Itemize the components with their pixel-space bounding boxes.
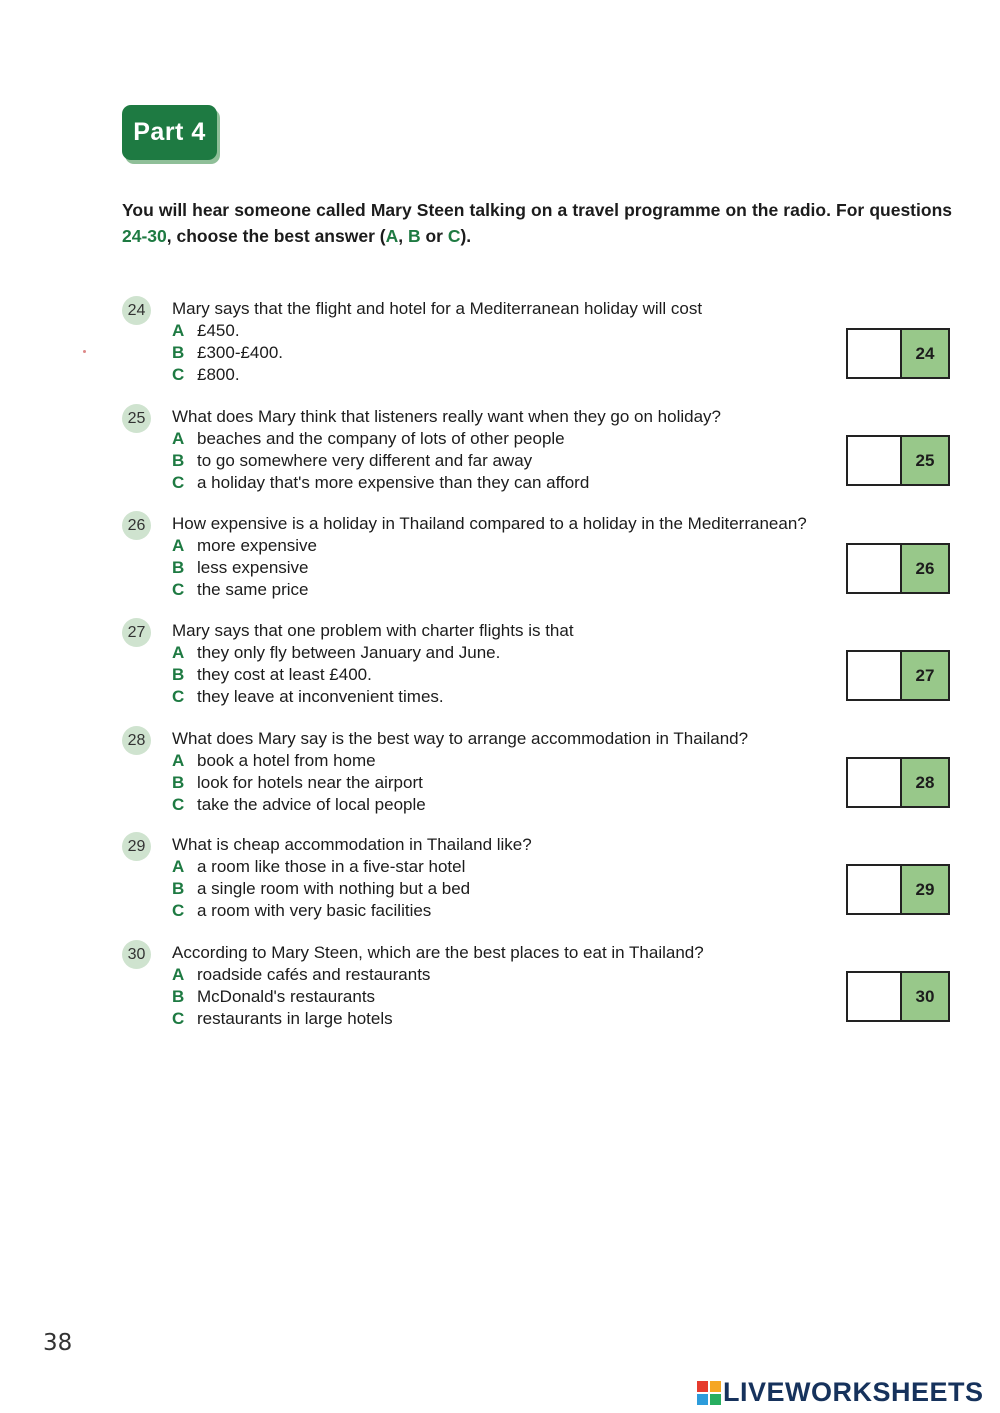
answer-label: 25 xyxy=(902,437,948,484)
part-badge: Part 4 xyxy=(122,105,217,160)
option-b: B to go somewhere very different and far away xyxy=(172,451,533,470)
option-a: A more expensive xyxy=(172,536,318,555)
answer-box-24 xyxy=(846,328,950,379)
question-number: 27 xyxy=(122,618,151,647)
answer-box-25 xyxy=(846,435,950,486)
question-text: What does Mary say is the best way to arrange accommodation in Thailand? xyxy=(172,729,749,748)
answer-box-26 xyxy=(846,543,950,594)
watermark xyxy=(697,1377,984,1408)
option-b: B a single room with nothing but a bed xyxy=(172,879,471,898)
stray-mark xyxy=(83,350,86,353)
option-c: C a room with very basic facilities xyxy=(172,901,432,920)
letter-c: C xyxy=(447,226,461,246)
option-c: C a holiday that's more expensive than they can afford xyxy=(172,473,590,492)
instructions: You will hear someone called Mary Steen talking on a travel programme on the radio. For questions 24-30, choose the best answer (A, B or C). xyxy=(122,200,952,246)
option-b: B less expensive xyxy=(172,558,309,577)
question-text: According to Mary Steen, which are the best places to eat in Thailand? xyxy=(172,943,704,962)
answer-label: 24 xyxy=(902,330,948,377)
liveworksheets-logo-icon xyxy=(697,1381,721,1405)
letter-a: A xyxy=(385,226,399,246)
answer-label: 28 xyxy=(902,759,948,806)
answer-box-29 xyxy=(846,864,950,915)
question-number: 29 xyxy=(122,832,151,861)
question-text: How expensive is a holiday in Thailand compared to a holiday in the Mediterranean? xyxy=(172,514,807,533)
option-b: B £300-£400. xyxy=(172,343,284,362)
option-a: A beaches and the company of lots of other people xyxy=(172,429,565,448)
option-c: C the same price xyxy=(172,580,309,599)
answer-label: 27 xyxy=(902,652,948,699)
option-a: A a room like those in a five-star hotel xyxy=(172,857,466,876)
option-b: B McDonald's restaurants xyxy=(172,987,376,1006)
question-number: 24 xyxy=(122,296,151,325)
answer-box-30 xyxy=(846,971,950,1022)
question-number: 28 xyxy=(122,726,151,755)
watermark-text: LIVEWORKSHEETS xyxy=(723,1377,984,1407)
option-a: A book a hotel from home xyxy=(172,751,376,770)
answer-label: 26 xyxy=(902,545,948,592)
question-number: 26 xyxy=(122,511,151,540)
page-number: 38 xyxy=(43,1330,73,1356)
answer-box-28 xyxy=(846,757,950,808)
option-a: A £450. xyxy=(172,321,240,340)
letter-b: B xyxy=(407,226,421,246)
option-b: B look for hotels near the airport xyxy=(172,773,423,792)
answer-label: 30 xyxy=(902,973,948,1020)
question-text: Mary says that one problem with charter flights is that xyxy=(172,621,574,640)
question-number: 25 xyxy=(122,404,151,433)
question-text: Mary says that the flight and hotel for a Mediterranean holiday will cost xyxy=(172,299,703,318)
answer-label: 29 xyxy=(902,866,948,913)
answer-input-25[interactable] xyxy=(848,437,902,484)
answer-input-29[interactable] xyxy=(848,866,902,913)
option-a: A roadside cafés and restaurants xyxy=(172,965,431,984)
question-number: 30 xyxy=(122,940,151,969)
answer-input-24[interactable] xyxy=(848,330,902,377)
answer-input-27[interactable] xyxy=(848,652,902,699)
option-b: B they cost at least £400. xyxy=(172,665,372,684)
answer-box-27 xyxy=(846,650,950,701)
option-a: A they only fly between January and June. xyxy=(172,643,501,662)
question-text: What is cheap accommodation in Thailand like? xyxy=(172,835,532,854)
option-c: C restaurants in large hotels xyxy=(172,1009,393,1028)
option-c: C take the advice of local people xyxy=(172,795,426,814)
question-range: 24-30 xyxy=(122,226,167,246)
option-c: C they leave at inconvenient times. xyxy=(172,687,444,706)
answer-input-30[interactable] xyxy=(848,973,902,1020)
answer-input-26[interactable] xyxy=(848,545,902,592)
option-c: C £800. xyxy=(172,365,240,384)
question-text: What does Mary think that listeners really want when they go on holiday? xyxy=(172,407,722,426)
answer-input-28[interactable] xyxy=(848,759,902,806)
